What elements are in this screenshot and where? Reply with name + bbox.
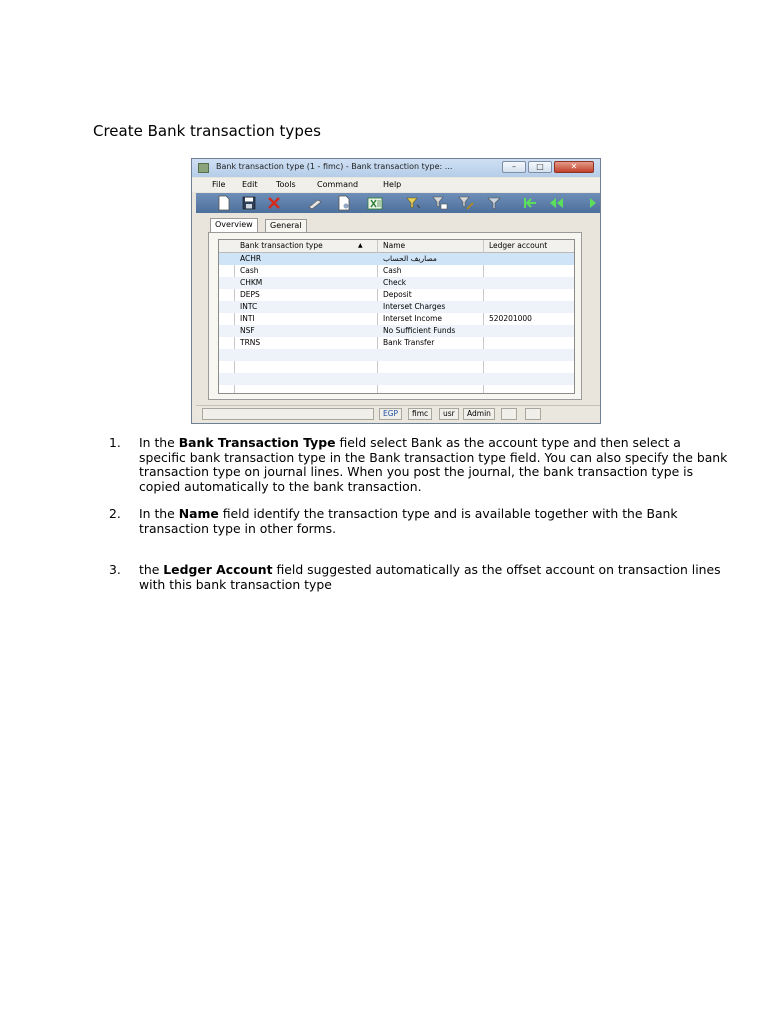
new-icon[interactable] [216, 195, 232, 211]
cell-ledger: 520201000 [489, 314, 532, 323]
step-text-pre: In the [139, 506, 179, 521]
minimize-button[interactable]: – [502, 161, 526, 173]
cell-name: Deposit [383, 290, 412, 299]
step-text-post: field identify the transaction type and is available together with the Bank transaction type in other forms. [139, 506, 678, 536]
status-window-icon[interactable] [525, 408, 541, 420]
filter-by-field-icon[interactable] [432, 195, 448, 211]
close-button[interactable]: ✕ [554, 161, 594, 173]
toolbar [196, 193, 600, 213]
status-bar [196, 405, 600, 422]
menu-file[interactable]: File [212, 180, 226, 189]
cell-type: ACHR [240, 254, 262, 263]
maximize-button[interactable]: □ [528, 161, 552, 173]
app-icon [198, 163, 209, 173]
status-role: Admin [463, 408, 495, 420]
cell-type: Cash [240, 266, 259, 275]
empty-row [219, 361, 575, 373]
overview-panel [208, 232, 582, 400]
list-item [109, 435, 729, 494]
status-currency: EGP [379, 408, 402, 420]
cell-name: Interset Charges [383, 302, 446, 311]
next-record-icon[interactable] [588, 195, 598, 211]
table-row[interactable] [219, 277, 575, 289]
list-number: 2. [109, 506, 121, 521]
cell-type: DEPS [240, 290, 260, 299]
list-item [109, 506, 729, 536]
table-row[interactable] [219, 313, 575, 325]
cell-name: مصاريف الحساب [383, 254, 437, 263]
cell-name: Cash [383, 266, 402, 275]
delete-icon[interactable] [266, 195, 282, 211]
cell-name: Interset Income [383, 314, 443, 323]
status-db-icon[interactable] [501, 408, 517, 420]
table-row[interactable] [219, 289, 575, 301]
grid-header [219, 240, 575, 253]
bank-transaction-type-window [191, 158, 601, 424]
step-text-post: field suggested automatically as the offset account on transaction lines with this bank transaction type [139, 562, 721, 592]
menu-tools[interactable]: Tools [276, 180, 296, 189]
filter-selection-icon[interactable] [405, 195, 421, 211]
empty-row [219, 349, 575, 361]
cell-type: INTC [240, 302, 258, 311]
step-text-post: field select Bank as the account type and then select a specific bank transaction type in the Bank transaction type field. You can also specify the bank transaction type on journal lines. When you post the journal, the bank transaction type is copied automatically to the bank transaction. [139, 435, 728, 494]
window-title: Bank transaction type (1 - fimc) - Bank transaction type: ... [216, 162, 453, 171]
save-icon[interactable] [241, 195, 257, 211]
list-number: 3. [109, 562, 121, 577]
table-row[interactable] [219, 325, 575, 337]
status-user: usr [439, 408, 459, 420]
cell-type: CHKM [240, 278, 263, 287]
empty-row [219, 373, 575, 385]
sort-ascending-icon: ▲ [358, 242, 363, 249]
tab-general[interactable]: General [265, 219, 307, 232]
menu-help[interactable]: Help [383, 180, 402, 189]
column-header-type[interactable]: Bank transaction type [240, 241, 323, 250]
column-header-name[interactable]: Name [383, 241, 406, 250]
instructions-list [93, 436, 729, 592]
column-header-ledger[interactable]: Ledger account [489, 241, 548, 250]
cell-name: Check [383, 278, 407, 287]
status-cell-empty [202, 408, 374, 420]
cell-type: NSF [240, 326, 255, 335]
menu-edit[interactable]: Edit [242, 180, 258, 189]
menu-command[interactable]: Command [317, 180, 359, 189]
cell-name: Bank Transfer [383, 338, 435, 347]
cell-type: INTI [240, 314, 255, 323]
sort-filter-icon[interactable] [486, 195, 502, 211]
previous-record-icon[interactable] [548, 195, 564, 211]
step-bold-term: Name [178, 506, 219, 521]
document-icon[interactable] [336, 195, 352, 211]
advanced-filter-icon[interactable] [458, 195, 474, 211]
status-company: fimc [408, 408, 432, 420]
step-text-pre: In the [139, 435, 179, 450]
transaction-type-grid [218, 239, 575, 394]
excel-icon[interactable] [367, 195, 383, 211]
table-row[interactable] [219, 301, 575, 313]
list-number: 1. [109, 435, 121, 450]
step-bold-term: Ledger Account [163, 562, 273, 577]
list-item [109, 562, 729, 592]
step-text-pre: the [139, 562, 164, 577]
table-row[interactable] [219, 253, 575, 265]
tab-overview[interactable]: Overview [210, 218, 258, 233]
cell-name: No Sufficient Funds [383, 326, 456, 335]
page-heading: Create Bank transaction types [93, 122, 321, 140]
attach-icon[interactable] [307, 195, 323, 211]
first-record-icon[interactable] [522, 195, 538, 211]
cell-type: TRNS [240, 338, 261, 347]
step-bold-term: Bank Transaction Type [178, 435, 336, 450]
menu-bar [192, 178, 600, 192]
table-row[interactable] [219, 337, 575, 349]
window-titlebar[interactable] [192, 159, 600, 177]
table-row[interactable] [219, 265, 575, 277]
